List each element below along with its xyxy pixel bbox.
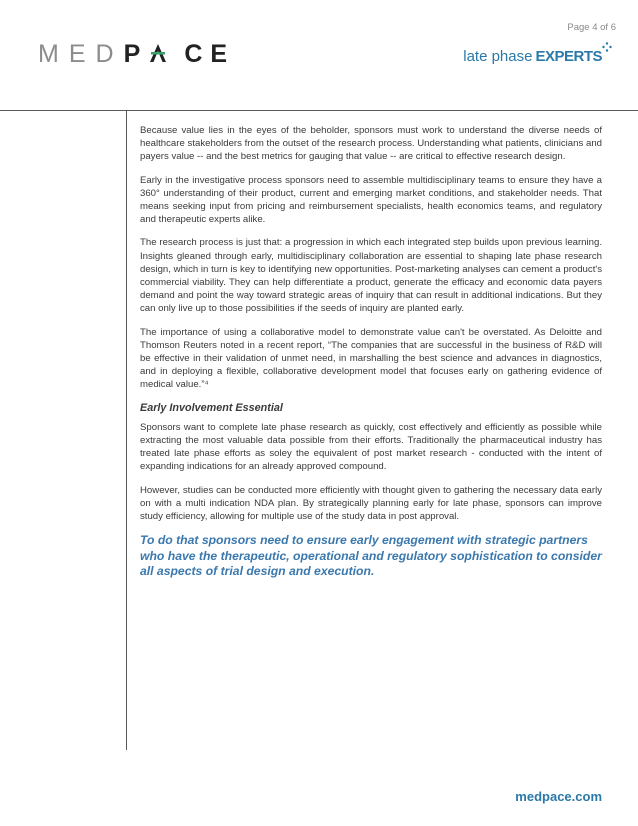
tagline-light: late phase <box>463 48 533 65</box>
page-number: Page 4 of 6 <box>567 22 616 33</box>
logo-text-ce: CE <box>184 40 236 68</box>
paragraph-1: Because value lies in the eyes of the beholder, sponsors must work to understand the diverse needs of healthcare stakeholders from the outset of the research process. Understanding what patients, clinicians and payers value -- and the best metrics for gauging that value -- are critical to effective research design. <box>140 125 602 163</box>
tagline-bold: EXPERTS <box>535 48 602 65</box>
header-divider <box>0 110 638 111</box>
paragraph-3: The research process is just that: a progression in which each integrated step builds upon previous learning. Insights gleaned through early, multidisciplinary collaboration are essential to shaping late phase research design, which in turn is key to identifying new opportunities. Post-marketing analyses can cement a product's commercial viability. They can help differentiate a product, generate the efficacy and economic data payers demand and point the way toward strategic areas of inquiry that can result in additional indications. But they can only live up to those possibilities if the seeds of inquiry are planted early. <box>140 237 602 315</box>
experts-dots-icon <box>602 42 612 52</box>
logo-a-mark <box>148 42 176 67</box>
paragraph-2: Early in the investigative process sponsors need to assemble multidisciplinary teams to ensure they have a 360° understanding of their product, current and emerging market conditions, and stakeholder needs. That means seeking input from pricing and reimbursement specialists, health economics teams, and regulatory and therapeutic experts alike. <box>140 174 602 226</box>
margin-divider <box>126 110 127 750</box>
paragraph-4: The importance of using a collaborative model to demonstrate value can't be overstated. As Deloitte and Thomson Reuters noted in a recent report, “The companies that are successful in the business of R&D will be effective in their validation of unmet need, in marshalling the best science and advances in diagnostics, and in deploying a flexible, collaborative development model that focuses early on gathering evidence of medical value.”⁴ <box>140 326 602 391</box>
callout-quote: To do that sponsors need to ensure early engagement with strategic partners who have the therapeutic, operational and regulatory sophistication to consider all aspects of trial design and execution. <box>140 533 602 579</box>
section-heading: Early Involvement Essential <box>140 401 283 414</box>
footer-url: medpace.com <box>515 789 602 804</box>
article-body <box>140 124 602 580</box>
section-paragraph-1: Sponsors want to complete late phase research as quickly, cost effectively and efficiently as possible while extracting the most valuable data possible from their efforts. Traditionally the pharmaceutical industry has treated late phase efforts as soley the equivalent of post market research - conducted with the intent of expanding indications for an already approved compound. <box>140 421 602 473</box>
medpace-logo <box>38 42 235 67</box>
section-paragraph-2: However, studies can be conducted more efficiently with thought given to gathering the necessary data early on with a multi indication NDA plan. By strategically planning early for late phase, sponsors can improve study efficiency, allowing for multiple use of the study data in post approval. <box>140 484 602 523</box>
logo-text-med: MED <box>38 40 124 68</box>
logo-a-icon <box>148 42 168 64</box>
logo-text-p: P <box>123 40 149 68</box>
tagline <box>463 48 602 65</box>
